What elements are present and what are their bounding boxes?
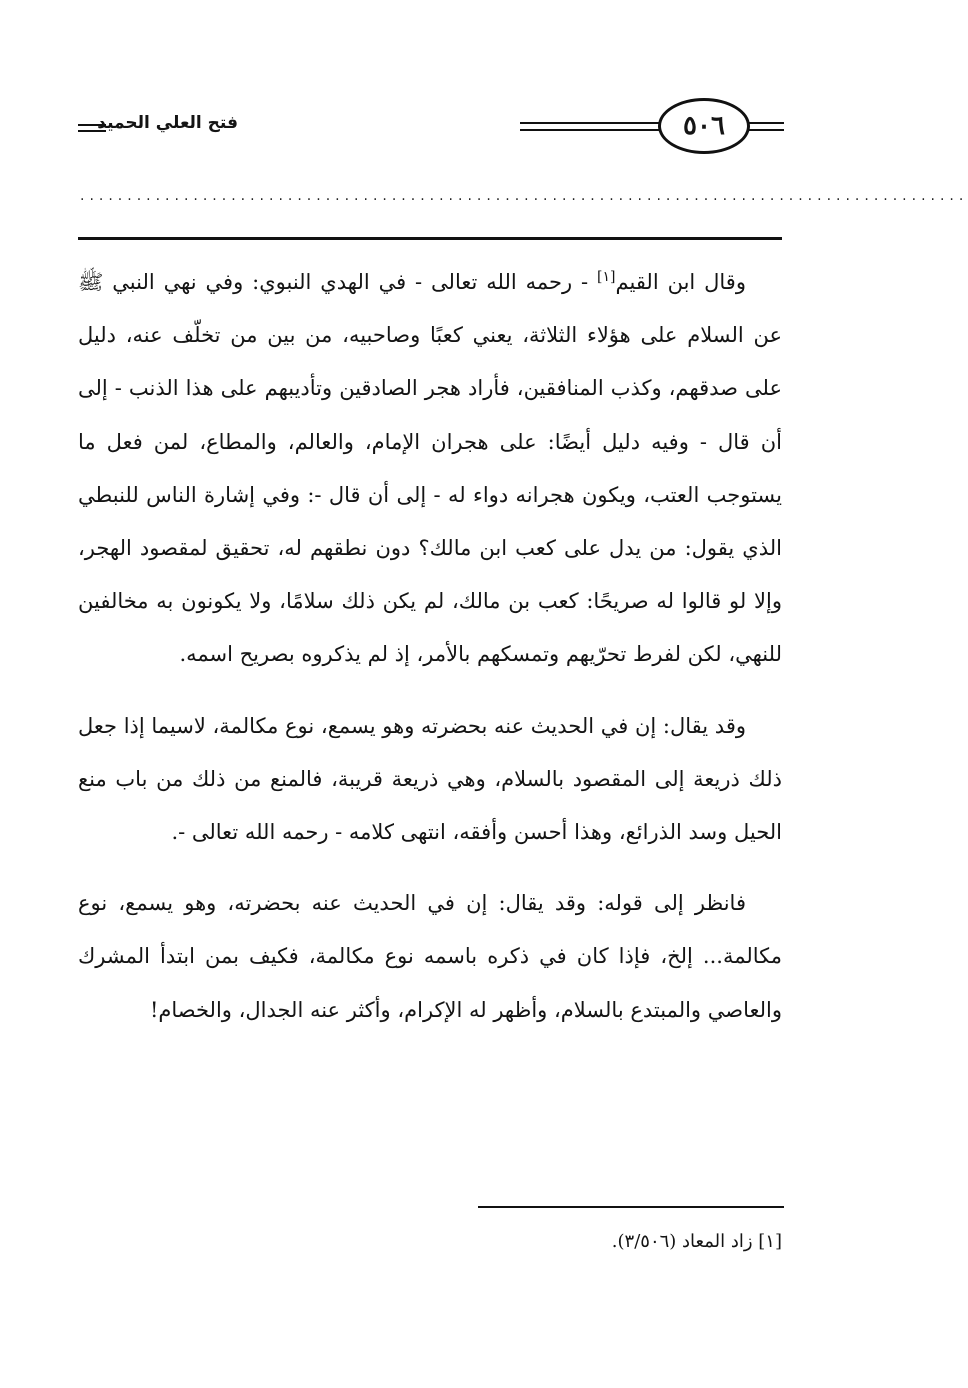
paragraph-2: وقد يقال: إن في الحديث عنه بحضرته وهو يسمع، نوع مكالمة، لاسيما إذا جعل ذلك ذريعة إلى المقصود بالسلام، وهي ذريعة قريبة، فالمنع من ذلك من باب منع الحيل وسد الذرائع، وهذا أحسن وأفقه، انتهى كلامه - رحمه الله تعالى -. xyxy=(78,713,782,845)
footnote-marker[interactable]: [١] xyxy=(597,269,616,285)
page-number-oval xyxy=(658,98,750,154)
page-header xyxy=(0,0,879,180)
header-right-rule-bottom xyxy=(520,129,660,131)
page-number: ٥٠٦ xyxy=(683,111,725,141)
paragraph-1-opening: وقال ابن القيم xyxy=(615,270,746,294)
header-oval-tail-top xyxy=(748,122,784,124)
paragraph-1 xyxy=(78,256,782,682)
paragraph-1-body: - رحمه الله تعالى - في الهدي النبوي: وفي نهي النبي ﷺ عن السلام على هؤلاء الثلاثة، يعني كعبًا وصاحبيه، من بين من تخلّف عنه، دليل على صدقهم، وكذب المنافقين، فأراد هجر الصادقين وتأديبهم على هذا الذنب - إلى أن قال - وفيه دليل أيضًا: على هجران الإمام، والعالم، والمطاع، لمن فعل ما يستوجب العتب، ويكون هجرانه دواء له - إلى أن قال -: وفي إشارة الناس للنبطي الذي يقول: من يدل على كعب ابن مالك؟ دون نطقهم له، تحقيق لمقصود الهجر، وإلا لو قالوا له صريحًا: كعب بن مالك، لم يكن ذلك سلامًا، ولا يكونون به مخالفين للنهي، لكن لفرط تحرّيهم وتمسكهم بالأمر، إذ لم يذكروه بصريح اسمه. xyxy=(78,270,782,667)
paragraph-3: فانظر إلى قوله: وقد يقال: إن في الحديث عنه بحضرته، وهو يسمع، نوع مكالمة... إلخ، فإذا كان في ذكره باسمه نوع مكالمة، فكيف بمن ابتدأ المشرك والعاصي والمبتدع بالسلام، وأظهر له الإكرام، وأكثر عنه الجدال، والخصام! xyxy=(78,891,782,1022)
dotted-separator: .............................................................................................. xyxy=(80,188,968,204)
top-text-rule xyxy=(78,237,782,240)
header-oval-tail-bottom xyxy=(748,129,784,131)
footnote: [١] زاد المعاد (٣/٥٠٦). xyxy=(611,1231,782,1252)
book-title: فتح العلي الحميد xyxy=(97,113,238,133)
header-right-rule-top xyxy=(520,122,660,124)
footnote-rule xyxy=(478,1206,784,1208)
main-text xyxy=(78,256,782,1055)
